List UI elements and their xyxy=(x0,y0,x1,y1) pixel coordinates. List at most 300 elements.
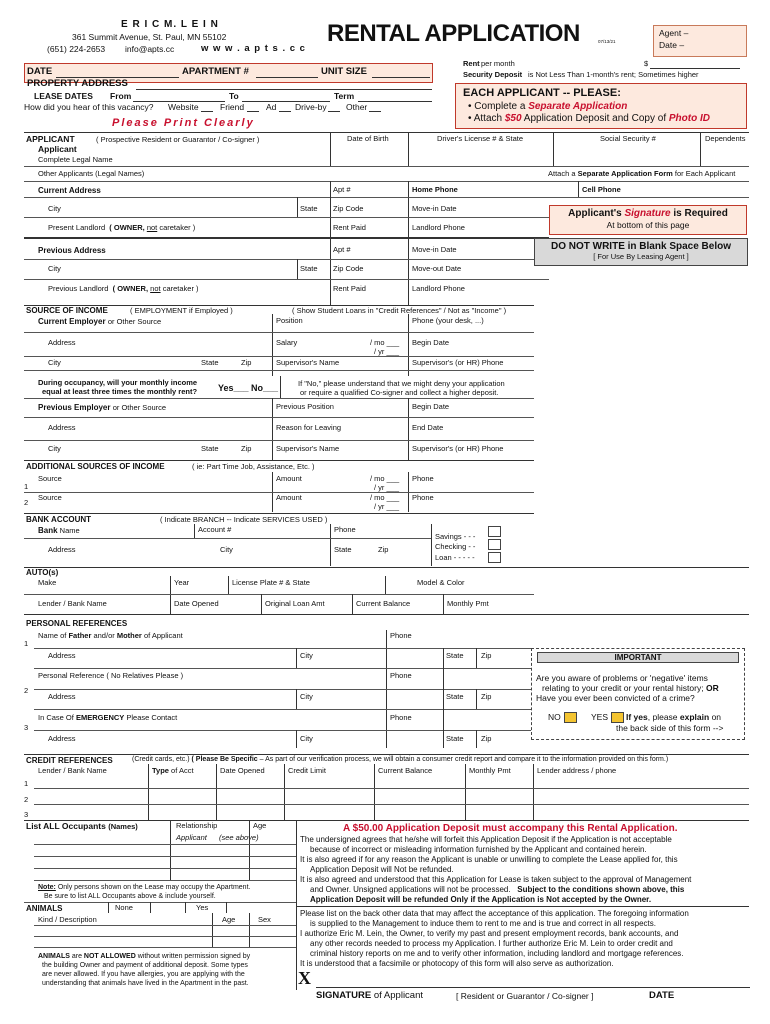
employment-note: ( EMPLOYMENT if Employed ) xyxy=(130,306,233,315)
ref-row-2 xyxy=(34,668,531,669)
rent-dollar: $ xyxy=(644,59,649,68)
no-checkbox[interactable] xyxy=(564,712,577,723)
each-applicant-title: EACH APPLICANT -- PLEASE: xyxy=(463,87,621,99)
security-deposit-text: is Not Less Than 1-month's rent; Sometimes higher xyxy=(528,70,699,79)
income-col-div-4 xyxy=(408,398,409,460)
amount-yr-1: / yr ___ xyxy=(374,483,400,492)
heard-label: How did you hear of this vacancy? xyxy=(24,102,154,112)
applicant-header: APPLICANT xyxy=(26,134,75,144)
yes-checkbox[interactable] xyxy=(611,712,624,723)
heard-friend[interactable]: Friend xyxy=(220,102,245,112)
bank-col-div-1 xyxy=(194,524,195,538)
auto-top-line xyxy=(24,567,749,568)
supervisor-label: Supervisor's Name xyxy=(276,358,340,367)
heard-ad[interactable]: Ad xyxy=(266,102,277,112)
move-in-label: Move-in Date xyxy=(412,204,457,213)
agent-label: Agent – xyxy=(659,28,689,38)
income-row-5 xyxy=(24,417,534,418)
do-not-write-box xyxy=(534,238,748,266)
row-line-other-applicants xyxy=(24,181,749,182)
heard-other[interactable]: Other xyxy=(346,102,368,112)
animals-warning-1 xyxy=(38,953,250,961)
yes-no[interactable]: Yes___ No___ xyxy=(218,383,279,393)
signature-required-note: At bottom of this page xyxy=(606,220,690,230)
company-phone: (651) 224-2653 xyxy=(47,44,106,54)
ref2-state-label: State xyxy=(446,692,464,701)
prev-zip-label: Zip Code xyxy=(333,264,364,273)
separate-form-b: Separate Application Form xyxy=(577,169,673,178)
separate-form-post: for Each Applicant xyxy=(674,169,736,178)
applicant-col-div-4 xyxy=(700,132,701,167)
additional-num-2: 2 xyxy=(24,498,29,507)
current-or-other: or Other Source xyxy=(107,317,162,326)
ref1-phone-label: Phone xyxy=(390,631,412,640)
auth-p4: any other records needed to process my Application. I further authorize Eric M. Lein to order credit and xyxy=(310,939,673,948)
move-out-label: Move-out Date xyxy=(412,264,462,273)
prev-begin-date-label: Begin Date xyxy=(412,402,450,411)
ref-col-div-4 xyxy=(296,689,297,709)
do-not-write-text: DO NOT WRITE in Blank Space Below xyxy=(550,241,732,252)
deposit-l3: It is also agreed if for any reason the Applicant is unable or unwilling to complete the Lease applied for, this xyxy=(300,855,678,864)
bank-note: ( Indicate BRANCH -- Indicate SERVICES USED ) xyxy=(160,515,328,524)
end-date-label: End Date xyxy=(412,423,444,432)
auto-date-opened-label: Date Opened xyxy=(174,599,219,608)
auto-header: AUTO(s) xyxy=(26,568,59,577)
present-landlord-label xyxy=(48,224,195,233)
bank-header: BANK ACCOUNT xyxy=(26,515,92,524)
credit-row-1 xyxy=(34,788,749,789)
additional-phone-2: Phone xyxy=(412,493,434,502)
sig-required-post: is Required xyxy=(673,208,728,219)
additional-phone-1: Phone xyxy=(412,474,434,483)
row-line-legal-name xyxy=(24,166,749,167)
credit-num-3: 3 xyxy=(24,810,29,819)
source-label-2: Source xyxy=(38,493,62,502)
phone-desk-label: Phone (your desk, ...) xyxy=(412,316,484,325)
animals-col-div-5 xyxy=(212,913,213,947)
bullet1-em: Separate Application xyxy=(528,101,628,112)
auto-col-div-6 xyxy=(443,594,444,614)
signature-required-box xyxy=(549,205,747,235)
legal-name-label: Complete Legal Name xyxy=(38,155,113,164)
back-side-text: the back side of this form --> xyxy=(616,723,724,733)
bank-city-label: City xyxy=(220,545,233,554)
signature-line[interactable] xyxy=(316,987,750,988)
addr-col-div-3 xyxy=(578,181,579,197)
animals-row-2 xyxy=(34,936,296,937)
emergency-label xyxy=(38,714,177,723)
income-col-div-1 xyxy=(272,314,273,376)
signature-role: [ Resident or Guarantor / Co-signer ] xyxy=(456,991,594,1001)
credit-lender-label: Lender / Bank Name xyxy=(38,766,107,775)
credit-lender-addr-label: Lender address / phone xyxy=(537,766,617,775)
auto-col-div-5 xyxy=(352,594,353,614)
credit-balance-label: Current Balance xyxy=(378,766,433,775)
occupants-top-line xyxy=(24,820,749,821)
emergency-post: Please Contact xyxy=(126,713,178,722)
name-of: Name of xyxy=(38,631,67,640)
prev-zip-label-2: Zip xyxy=(241,444,252,453)
credit-header: CREDIT REFERENCES xyxy=(26,756,113,765)
agent-box xyxy=(653,25,747,57)
bank-name-label xyxy=(38,526,80,536)
if-no-2: or require a qualified Co-signer and collect a higher deposit. xyxy=(300,388,499,397)
credit-num-1: 1 xyxy=(24,779,29,788)
term-label: Term xyxy=(334,91,355,101)
imp2-text: relating to your credit or your rental history; xyxy=(542,683,704,693)
prev-owner-note: ( OWNER, xyxy=(112,284,149,293)
occ-row-3 xyxy=(34,868,296,869)
income-header: SOURCE OF INCOME xyxy=(26,306,108,315)
separate-form-pre: Attach a xyxy=(548,169,576,178)
loan-checkbox[interactable] xyxy=(488,552,501,563)
credit-note-b: ( Please Be Specific xyxy=(191,756,258,763)
bullet-2: • Attach $50 Application Deposit and Copy of Photo ID xyxy=(468,113,710,124)
ref-col-div-8 xyxy=(476,730,477,748)
important-line-3: Have you ever been convicted of a crime? xyxy=(536,693,695,703)
previous-landlord: Previous Landlord xyxy=(48,284,109,293)
auto-col-div-4 xyxy=(261,594,262,614)
auto-balance-label: Current Balance xyxy=(356,599,411,608)
occupants-names: (Names) xyxy=(108,822,138,831)
heard-other-blank xyxy=(369,111,381,112)
bullet2-mid: Application Deposit and Copy of xyxy=(523,113,667,124)
lease-from-label: From xyxy=(110,91,132,101)
prev-supervisor-phone-label: Supervisor's (or HR) Phone xyxy=(412,444,504,453)
previous-employer: Previous Employer xyxy=(38,403,111,412)
ref-col-div-7 xyxy=(443,648,444,748)
dependents-label: Dependents xyxy=(705,134,746,143)
additional-num-1: 1 xyxy=(24,482,29,491)
property-address-line[interactable] xyxy=(136,89,432,90)
previous-address-label: Previous Address xyxy=(38,246,106,255)
heard-ad-blank xyxy=(279,111,291,112)
signature-required-text xyxy=(550,208,746,220)
auth-p2: is supplied to the Management to induce them to rent to me and is true and correct in all respects. xyxy=(310,919,656,928)
ref-row-4 xyxy=(34,709,531,710)
prev-not-text: not xyxy=(150,284,161,293)
deposit-l5: It is also agreed and understood that this Application for Lease is taken subject to the approval of Management xyxy=(300,875,692,884)
occupancy-q1: During occupancy, will your monthly income xyxy=(38,378,198,387)
employer-state-label: State xyxy=(201,358,219,367)
additional-top-line xyxy=(24,460,534,461)
row-line-prev-address xyxy=(24,259,549,260)
mother: Mother xyxy=(116,631,142,640)
addr-col-div-2 xyxy=(408,181,409,305)
emergency-address-label: Address xyxy=(48,734,76,743)
personal-header: PERSONAL REFERENCES xyxy=(26,619,128,628)
applicant-relationship: Applicant xyxy=(176,833,207,842)
ref-row-1 xyxy=(34,648,531,649)
license-label: Driver's License # & State xyxy=(437,134,524,143)
leasing-agent-text: [ For Use By Leasing Agent ] xyxy=(593,252,689,261)
unit-size-line[interactable] xyxy=(372,77,430,78)
bullet2-em2: Photo ID xyxy=(668,113,710,124)
rent-line[interactable] xyxy=(650,68,740,69)
credit-note-post: – As part of our verification process, we will obtain a consumer credit report and compare it to the information provided on this form.) xyxy=(259,756,669,763)
authorization-top-line xyxy=(296,906,749,907)
date-label: DATE xyxy=(27,66,53,77)
ref-row-3 xyxy=(34,689,531,690)
yes-label: YES xyxy=(591,712,609,722)
checking-checkbox[interactable] xyxy=(488,539,501,550)
model-label: Model & Color xyxy=(417,578,465,587)
important-box xyxy=(531,648,745,740)
ref-row-5 xyxy=(34,730,531,731)
occupants-header xyxy=(26,822,138,832)
credit-col-div-2 xyxy=(216,764,217,820)
if-yes-text xyxy=(626,713,721,723)
apt-label: Apt # xyxy=(333,185,351,194)
income-col-div-2 xyxy=(408,314,409,376)
emergency-b: EMERGENCY xyxy=(75,713,125,722)
signature-date: DATE xyxy=(649,990,675,1001)
heard-driveby[interactable]: Drive-by xyxy=(295,102,327,112)
checking-label: Checking - - xyxy=(435,542,476,551)
credit-top-line xyxy=(24,754,749,755)
ref1-state-label: State xyxy=(446,651,464,660)
credit-col-div-5 xyxy=(465,764,466,820)
heard-website-blank xyxy=(201,111,213,112)
explain-pre: , please xyxy=(647,712,678,722)
addr-col-div-4 xyxy=(297,197,298,217)
company-website: w w w . a p t s . c c xyxy=(201,43,306,54)
animals-warn-b: ANIMALS xyxy=(38,953,70,960)
applicant-col-div-2 xyxy=(408,132,409,167)
savings-checkbox[interactable] xyxy=(488,526,501,537)
prev-city-label: City xyxy=(48,264,61,273)
credit-col-div-4 xyxy=(374,764,375,820)
occ-age-label: Age xyxy=(253,821,267,830)
prev-or-other: or Other Source xyxy=(112,403,167,412)
plate-label: License Plate # & State xyxy=(232,578,310,587)
bank-zip-label: Zip xyxy=(378,545,389,554)
ref-col-div-6 xyxy=(296,730,297,748)
credit-limit-label: Credit Limit xyxy=(288,766,326,775)
occ-row-1 xyxy=(34,844,296,845)
credit-date-opened-label: Date Opened xyxy=(220,766,265,775)
bullet1-pre: Complete a xyxy=(474,101,526,112)
father: Father xyxy=(68,631,92,640)
addr-col-div-6 xyxy=(297,259,298,279)
state-label: State xyxy=(300,204,318,213)
if-no-1: If "No," please understand that we might deny your application xyxy=(298,379,505,388)
credit-col-div-6 xyxy=(533,764,534,820)
applicant-col-div-3 xyxy=(553,132,554,167)
credit-of-acct: of Acct xyxy=(171,766,194,775)
credit-col-div-1 xyxy=(148,764,149,820)
credit-note xyxy=(132,756,668,764)
ref2-address-label: Address xyxy=(48,692,76,701)
applicant-col-div-1 xyxy=(330,132,331,167)
income-row-1 xyxy=(24,332,534,333)
heard-friend-blank xyxy=(247,111,259,112)
salary-label: Salary xyxy=(276,338,298,347)
occupants-header-text: List ALL Occupants xyxy=(26,821,106,831)
rent-suffix: per month xyxy=(481,59,515,68)
animals-col-div-2 xyxy=(150,902,151,913)
animals-col-div-4 xyxy=(226,902,227,913)
account-label: Account # xyxy=(198,525,232,534)
previous-position-label: Previous Position xyxy=(276,402,334,411)
emergency-phone-label: Phone xyxy=(390,713,412,722)
deposit-l6b: Subject to the conditions shown above, this xyxy=(517,885,685,894)
row-line-landlord xyxy=(24,237,549,239)
salary-yr: / yr ___ xyxy=(374,347,400,356)
credit-monthly-label: Monthly Pmt xyxy=(469,766,511,775)
animals-warning-4: understanding that animals have lived in the Apartment in the past. xyxy=(42,980,249,987)
occ-row-2 xyxy=(34,856,296,857)
addr-col-div-5 xyxy=(330,197,331,305)
prev-city-label-2: City xyxy=(48,444,61,453)
occupancy-q2: equal at least three times the monthly rent? xyxy=(42,387,198,396)
income-row-4 xyxy=(24,398,534,399)
animals-warn1: are xyxy=(71,953,82,960)
ref2-phone-label: Phone xyxy=(390,671,412,680)
deposit-l1: The undersigned agrees that he/she will forfeit this Application Deposit if the Application is not acceptable xyxy=(300,835,672,844)
bank-col-div-3 xyxy=(431,524,432,566)
owner-note: ( OWNER, xyxy=(109,223,145,232)
animals-header: ANIMALS xyxy=(26,904,63,913)
prev-landlord-phone-label: Landlord Phone xyxy=(412,284,465,293)
prev-apt-label: Apt # xyxy=(333,245,351,254)
form-code: 07/13/21 xyxy=(598,39,616,44)
amount-label-1: Amount xyxy=(276,474,302,483)
deposit-l2: because of incorrect or misleading information furnished by the Applicant and contained herein. xyxy=(310,845,647,854)
bullet2-em: $50 xyxy=(504,113,522,124)
animals-col-div-6 xyxy=(249,913,250,947)
ref2-city-label: City xyxy=(300,692,313,701)
animals-warning-3: are never allowed. If you have allergies, you are applying with the xyxy=(42,971,245,978)
unit-size-label: UNIT SIZE xyxy=(321,66,367,77)
animals-col-div-1 xyxy=(108,902,109,913)
ref2-label: Personal Reference ( No Relatives Please ) xyxy=(38,671,184,680)
dob-label: Date of Birth xyxy=(347,134,389,143)
income-row-6 xyxy=(24,440,534,441)
important-title: IMPORTANT xyxy=(614,653,662,662)
loans-note: ( Show Student Loans in "Credit References" / Not as "Income" ) xyxy=(292,306,507,315)
amount-yr-2: / yr ___ xyxy=(374,502,400,511)
auto-lender-label: Lender / Bank Name xyxy=(38,599,107,608)
addr-col-div-1 xyxy=(330,181,331,197)
animals-col-div-3 xyxy=(185,902,186,913)
agent-date-label: Date – xyxy=(659,40,685,50)
and-or: and/or xyxy=(93,631,115,640)
property-address-label: PROPERTY ADDRESS xyxy=(27,78,128,89)
emergency-city-label: City xyxy=(300,734,313,743)
bank-phone-label: Phone xyxy=(334,525,356,534)
make-label: Make xyxy=(38,578,57,587)
animal-sex-label: Sex xyxy=(258,915,271,924)
term-line[interactable] xyxy=(358,101,432,102)
income-row-3 xyxy=(24,370,534,371)
home-phone-label: Home Phone xyxy=(412,185,458,194)
additional-note: ( ie: Part Time Job, Assistance, Etc. ) xyxy=(192,462,315,471)
animal-age-label: Age xyxy=(222,915,236,924)
applicant-top-line xyxy=(24,132,749,133)
ref-col-div-2 xyxy=(296,648,297,668)
ref1-address-label: Address xyxy=(48,651,76,660)
occ-row-4 xyxy=(34,880,296,881)
applicant-header-note: ( Prospective Resident or Guarantor / Co-signer ) xyxy=(96,135,260,144)
heard-website[interactable]: Website xyxy=(168,102,199,112)
bank-state-label: State xyxy=(334,545,352,554)
lease-to-label: To xyxy=(229,91,239,101)
ref2-zip-label: Zip xyxy=(481,692,492,701)
credit-row-2 xyxy=(34,804,749,805)
signature-of-applicant: of Applicant xyxy=(373,990,424,1001)
savings-label: Savings - - - xyxy=(435,532,476,541)
animals-warn2: without written permission signed by xyxy=(137,953,251,960)
prev-state-label-2: State xyxy=(201,444,219,453)
deposit-l7: Application Deposit will be refunded Only if the Application is Not accepted by the Owner. xyxy=(310,895,652,904)
not-text: not xyxy=(146,223,158,232)
present-landlord: Present Landlord xyxy=(48,223,106,232)
salary-mo: / mo ___ xyxy=(370,338,400,347)
parents-label xyxy=(38,632,183,641)
ref-col-div-5 xyxy=(476,689,477,709)
occupants-note1: Only persons shown on the Lease may occupy the Apartment. xyxy=(57,884,251,891)
apartment-label: APARTMENT # xyxy=(182,66,249,77)
security-deposit-label: Security Deposit xyxy=(463,70,523,79)
sig-required-pre: Applicant's xyxy=(568,208,622,219)
deposit-l4: Application Deposit will Not be refunded. xyxy=(310,865,454,874)
income-row-2 xyxy=(24,356,534,357)
apartment-line[interactable] xyxy=(256,77,318,78)
cell-phone-label: Cell Phone xyxy=(582,185,621,194)
explain-b: explain xyxy=(679,712,710,722)
prev-supervisor-label: Supervisor's Name xyxy=(276,444,340,453)
emergency-zip-label: Zip xyxy=(481,734,492,743)
rent-paid-label: Rent Paid xyxy=(333,223,366,232)
row-line-prev-city xyxy=(24,279,549,280)
occ-col-div-2 xyxy=(249,820,250,880)
bank-top-line xyxy=(24,513,534,514)
ref-num-3: 3 xyxy=(24,723,29,732)
signature-x: X xyxy=(298,968,311,988)
income-col-div-3 xyxy=(272,398,273,460)
additional-header: ADDITIONAL SOURCES OF INCOME xyxy=(26,462,165,471)
occ-col-div-1 xyxy=(170,820,171,880)
company-address: 361 Summit Avenue, St. Paul, MN 55102 xyxy=(72,32,227,42)
page-title: RENTAL APPLICATION xyxy=(327,20,580,47)
personal-top-line xyxy=(24,614,749,615)
auth-p1: Please list on the back other data that may affect the acceptance of this application. The foregoing information xyxy=(300,909,689,918)
animals-yes: Yes xyxy=(196,903,209,912)
occupants-note-1 xyxy=(38,884,250,892)
employer-address-label: Address xyxy=(48,338,76,347)
prev-move-in-label: Move-in Date xyxy=(412,245,457,254)
each-applicant-box xyxy=(455,83,747,129)
sig-required-em: Signature xyxy=(624,208,671,219)
amount-mo-2: / mo ___ xyxy=(370,493,400,502)
zip-label: Zip Code xyxy=(333,204,364,213)
if-yes: If yes xyxy=(626,712,648,722)
city-label: City xyxy=(48,204,61,213)
signature-word: SIGNATURE xyxy=(316,990,372,1001)
rent-label: Rent xyxy=(463,59,480,68)
animals-top-line xyxy=(24,902,296,903)
caretaker-text: caretaker ) xyxy=(159,223,196,232)
credit-col-div-3 xyxy=(284,764,285,820)
employer-zip-label: Zip xyxy=(241,358,252,367)
prev-rent-paid-label: Rent Paid xyxy=(333,284,366,293)
current-employer-label xyxy=(38,317,161,327)
applicant-label: Applicant xyxy=(38,144,77,154)
of-applicant: of Applicant xyxy=(143,631,183,640)
auto-col-div-2 xyxy=(228,576,229,594)
animals-row-3 xyxy=(34,947,296,948)
